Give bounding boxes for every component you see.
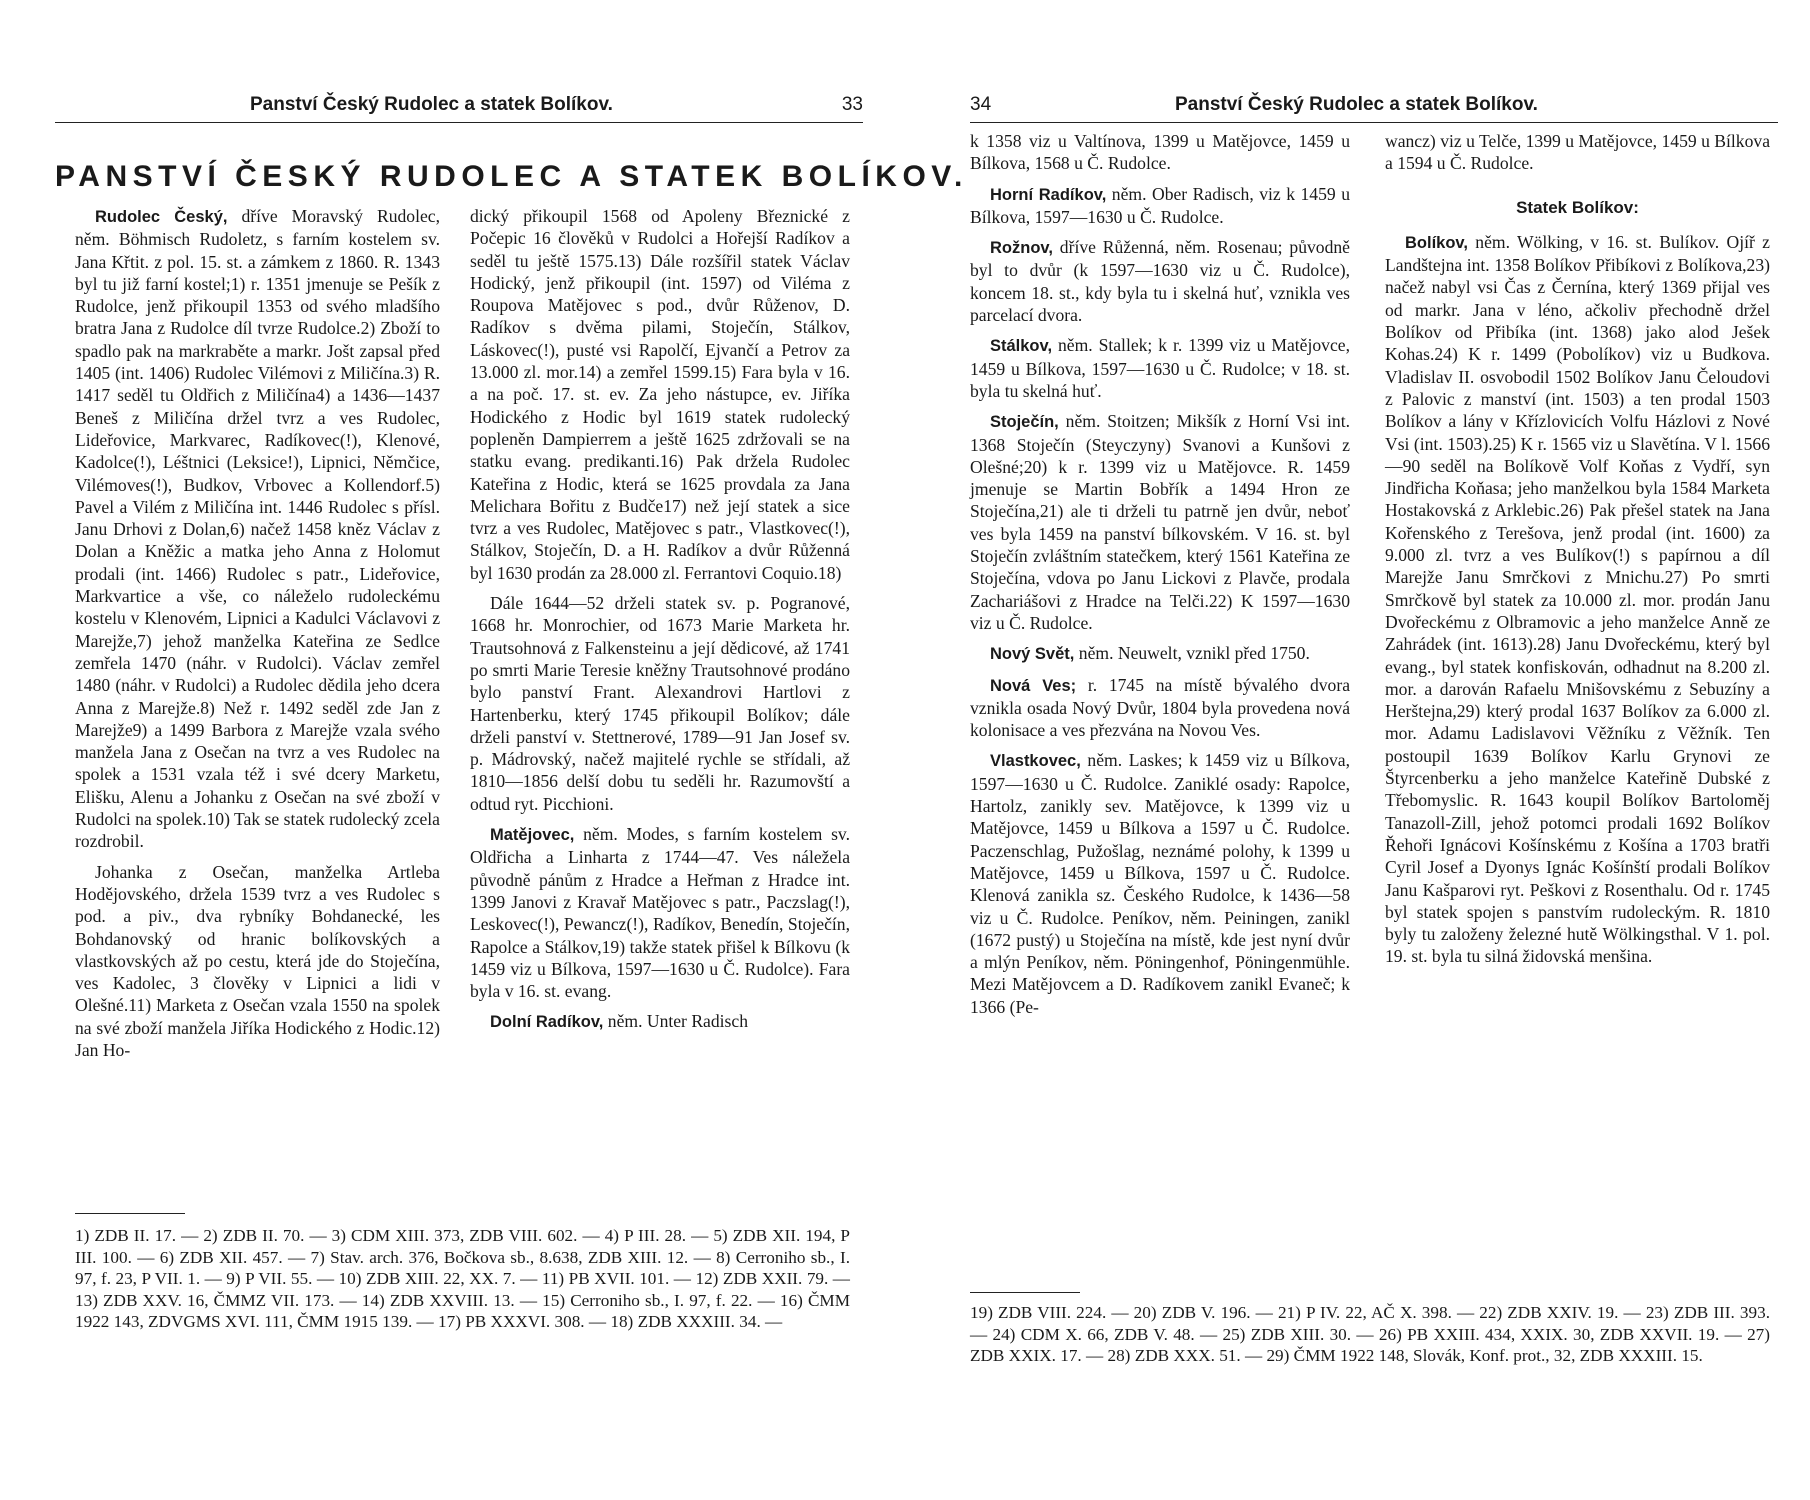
entry-text: dický přikoupil 1568 od Apoleny Březnické z Počepic 16 člověků v Rudolci a Hořejší Radíkov a seděl tu ještě 1575.13) Dále rozšířil statek Václav Hodický, jenž přikoupil (int. 1597) od Viléma z Roupova Matějovec s pod., dvůr Růženov, D. Radíkov s dvěma pilami, Stoječín, Stálkov, Láskovec(!), pusté vsi Rapolčí, Ejvančí a Petrov za 13.000 zl. mor.14) a zemřel 1599.15) Fara byla v 16. a na poč. 17. st. ev. Za jeho nástupce, ev. Jiříka Hodického z Hodic byl 1619 statek rudolecký popleněn Dampierrem a ještě 1625 zdržovali se na statku evang. predikanti.16) Pak držela Rudolec Kateřina z Hodic, která se 1625 provdala za Jana Melichara Bořitu z Budče17) než její statek a sice tvrz a ves Rudolec, Matějovec s patr., Vlastkovec(!), Stálkov, Stoječín, D. a H. Radíkov a dvůr Růženná byl 1630 prodán za 28.000 zl. Ferrantovi Coquio.18): [470, 206, 850, 583]
entry-term: Vlastkovec,: [990, 752, 1081, 771]
section-heading: Statek Bolíkov:: [1516, 197, 1639, 217]
left-column-1: [75, 205, 440, 1061]
chapter-title: PANSTVÍ ČESKÝ RUDOLEC A STATEK BOLÍKOV.: [55, 160, 968, 193]
entry-term: Nový Svět,: [990, 645, 1075, 664]
entry-text: Dále 1644—52 drželi statek sv. p. Pogranové, 1668 hr. Monrochier, od 1673 Marie Marketa hr. Trautsohnová z Falkensteinu a její dědicové, až 1741 po smrti Marie Teresie kněžny Trautsohnové prodáno bylo panství Frant. Alexandrovi Hartlovi z Hartenberku, který 1745 přikoupil Bolíkov; dále drželi panství v. Stettnerové, 1789—91 Jan Josef sv. p. Mádrovský, načež majitelé rychle se střídali, až 1810—1856 delší dobu tu seděli hr. Razumovští a odtud ryt. Picchioni.: [470, 593, 850, 814]
right-col2-paragraph: [1385, 130, 1770, 175]
entry-text: dříve Růženná, něm. Rosenau; původně byl to dvůr (k 1597—1630 viz u Č. Rudolce), koncem 18. st., kdy byla tu i skelná huť, vznikla ves parcelací dvora.: [970, 237, 1350, 326]
entry-text: něm. Laskes; k 1459 viz u Bílkova, 1597—1630 u Č. Rudolce. Zaniklé osady: Rapolce, Hartolz, zanikly sev. Matějovce, k 1399 viz u Matějovce, 1459 u Bílkova a 1597 u Č. Rudolce. Paczenschlag, Pužošlag, neznámé polohy, k 1399 u Matějovce, 1459 u Bílkova, 1597 u Č. Rudolce. Klenová zanikla sz. Českého Rudolce, k 1436—58 viz u Č. Rudolce. Peníkov, něm. Peiningen, zanikl (1672 pustý) u Stoječína na místě, kde jest nyní dvůr a mlýn Peníkov, něm. Pöningenhof, Pöningenmühle. Mezi Matějovcem a D. Radíkovem zanikl Evaneč; k 1366 (Pe-: [970, 750, 1350, 1017]
entry-text: wancz) viz u Telče, 1399 u Matějovce, 1459 u Bílkova a 1594 u Č. Rudolce.: [1385, 131, 1770, 174]
right-col1-paragraph: [970, 410, 1350, 634]
left-page-number: 33: [841, 94, 863, 115]
left-running-header: [55, 92, 863, 123]
right-page: [905, 0, 1810, 1500]
right-col1-paragraph: [970, 334, 1350, 402]
right-footnotes: [970, 1302, 1770, 1367]
entry-text: něm. Stallek; k r. 1399 viz u Matějovce, 1459 u Bílkova, 1597—1630 u Č. Rudolce; v 18. st. byla tu skelná huť.: [970, 335, 1350, 401]
entry-text: dříve Moravský Rudolec, něm. Böhmisch Rudoletz, s farním kostelem sv. Jana Křtit. z pol. 15. st. a zámkem z 1860. R. 1343 byl tu již farní kostel;1) r. 1351 jmenuje se Pešík z Rudolce, jenž přikoupil 1353 od svého mladšího bratra Jana z Rudolce díl tvrze Rudolce.2) Zboží to spadlo pak na markraběte a markr. Jošt zapsal před 1405 (int. 1406) Rudolec Vilémovi z Miličína.3) R. 1417 seděl tu Oldřich z Miličína4) a 1436—1437 Beneš z Miličína držel tvrz a ves Rudolec, Lideřovice, Markvarec, Radíkovec(!), Klenové, Kadolce(!), Léštnici (Leksice!), Lipnici, Němčice, Vilémoves(!), Budkov, Vrbovec a Kollendorf.5) Pavel a Vilém z Miličína int. 1446 Rudolec s přísl. Janu Drhovi z Dolan,6) načež 1458 kněz Václav z Dolan a Kněžic a matka jeho Anna z Holomut prodali (int. 1466) Rudolec s patr., Lideřovice, Markvartice a vše, co náleželo rudoleckému kostelu v Klenovém, Lipnici a Kadulci Václavovi z Marejže,7) jehož manželka Kateřina ze Sedlce zemřela 1470 (náhr. v Rudolci). Václav zemřel 1480 (náhr. v Rudolci) a Rudolec dědila jeho dcera Anna z Marejže.8) Než r. 1492 seděl zde Jan z Marejže9) a 1499 Barbora z Marejže vzala svého manžela Jana z Osečan na tvrz a ves Rudolec na spolek a 1531 vzala též i své dcery Marketu, Elišku, Alenu a Johanku z Osečan na své zboží v Rudolci na spolek.10) Tak se statek rudolecký zcela rozdrobil.: [75, 206, 440, 852]
left-header-title: Panství Český Rudolec a statek Bolíkov.: [250, 94, 613, 115]
entry-term: Rožnov,: [990, 239, 1053, 258]
right-footnote-rule: [970, 1292, 1080, 1293]
entry-term: Matějovec,: [490, 826, 575, 845]
left-column-2: [470, 205, 850, 1034]
left-footnotes-text: 1) ZDB II. 17. — 2) ZDB II. 70. — 3) CDM XIII. 373, ZDB VIII. 602. — 4) P III. 28. — 5) ZDB XII. 194, P III. 100. — 6) ZDB XII. 457. — 7) Stav. arch. 376, Bočkova sb., 8.638, ZDB XIII. 12. — 8) Cerroniho sb., I. 97, f. 23, P VII. 1. — 9) P VII. 55. — 10) ZDB XIII. 22, XX. 7. — 11) PB XVII. 101. — 12) ZDB XXII. 79. — 13) ZDB XXV. 16, ČMMZ VII. 173. — 14) ZDB XXVIII. 13. — 15) Cerroniho sb., I. 97, f. 22. — 16) ČMM 1922 143, ZDVGMS XVI. 111, ČMM 1915 139. — 17) PB XXXVI. 308. — 18) ZDB XXXIII. 34. —: [75, 1226, 850, 1331]
left-col2-paragraph: [470, 205, 850, 584]
right-column-1: [970, 130, 1350, 1018]
left-footnotes: [75, 1225, 850, 1333]
right-col1-paragraph: [970, 183, 1350, 229]
entry-term: Stoječín,: [990, 413, 1059, 432]
right-header-title: Panství Český Rudolec a statek Bolíkov.: [1175, 94, 1538, 115]
entry-term: Rudolec Český,: [95, 208, 228, 226]
right-col1-paragraph: [970, 674, 1350, 742]
entry-text: něm. Unter Radisch: [603, 1011, 748, 1032]
left-col1-paragraph: [75, 205, 440, 853]
entry-term: Nová Ves;: [990, 676, 1077, 695]
right-col1-paragraph: [970, 130, 1350, 175]
entry-text: něm. Modes, s farním kostelem sv. Oldřicha a Linharta z 1744—47. Ves náležela původně pánům z Hradce a Heřman z Hradce int. 1399 Janovi z Kravař Matějovec s patr., Paczslag(!), Leskovec(!), Pewancz(!), Radíkov, Benedín, Stoječín, Rapolce a Stálkov,19) takže statek přišel k Bílkovu (k 1459 viz u Bílkova, 1597—1630 u Č. Rudolce). Fara byla v 16. st. evang.: [470, 824, 850, 1002]
right-page-number: 34: [970, 94, 992, 115]
entry-text: Johanka z Osečan, manželka Artleba Hodějovského, držela 1539 tvrz a ves Rudolec s pod. a piv., dva rybníky Bohdanecké, les Bohdanovský od hranic bolíkovských a vlastkovských až po cestu, která jde do Stoječína, ves Kadolec, 3 člověky v Lipnici a lidi v Olešné.11) Marketa z Osečan vzala 1550 na spolek na své zboží manžela Jiříka Hodického z Hodic.12) Jan Ho-: [75, 861, 440, 1060]
right-col1-paragraph: [970, 642, 1350, 665]
entry-text: něm. Stoitzen; Mikšík z Horní Vsi int. 1368 Stoječín (Steyczyny) Svanovi a Kunšovi z Olešné;20) k r. 1399 viz u Matějovce. R. 1459 jmenuje se Martin Bobřík a 1494 Hron ze Stoječína,21) ale ti drželi tu patrně jen dvůr, neboť ves byla 1459 na panství bílkovském. V 16. st. byl Stoječín zvláštním statečkem, který 1561 Kateřina ze Stoječína, vdova po Janu Lickovi z Plavče, prodala Zachariášovi z Hradce na Telči.22) K 1597—1630 viz u Č. Rudolce.: [970, 411, 1350, 633]
entry-term: Dolní Radíkov,: [490, 1013, 604, 1032]
entry-text: něm. Neuwelt, vznikl před 1750.: [1074, 643, 1310, 664]
entry-text: k 1358 viz u Valtínova, 1399 u Matějovce, 1459 u Bílkova, 1568 u Č. Rudolce.: [970, 131, 1350, 174]
right-column-2: [1385, 130, 1770, 968]
entry-term: Stálkov,: [990, 337, 1053, 356]
entry-text: něm. Wölking, v 16. st. Bulíkov. Ojíř z Landštejna int. 1358 Bolíkov Přibíkovi z Bolíkova,23) načež nabyl vsi Čas z Černína, který 1369 přijal ves od markr. Jana v léno, ačkoliv přechodně držel Bolíkov od Přibíka (int. 1368) jako alod Ješek Kohas.24) K r. 1499 (Pobolíkov) viz u Budkova. Vladislav II. osvobodil 1502 Bolíkov Janu Čeloudovi z Palovic z manství (int. 1503) a ten prodal 1503 Bolíkov a lány v Křízlovicích Volfu Házlovi z Nové Vsi (int. 1503).25) K r. 1565 viz u Slavětína. V l. 1566—90 seděl na Bolíkově Volf Koňas z Vydří, syn Jindřicha Koňasa; jeho manželkou byla 1584 Marketa Hostakovská z Arklebic.26) Pak přešel statek na Jana Kořenského z Terešova, jenž prodal (int. 1600) za 9.000 zl. tvrz a ves Bulíkov(!) s papírnou a díl Marejže Janu Smrčkovi z Mnichu.27) Po smrti Smrčkově byl statek za 10.000 zl. mor. prodán Janu Dvořeckému z Olbramovic a jeho manželce Anně ze Zahrádek (int. 1613).28) Janu Dvořeckému, který byl evang., byl statek konfiskován, odhadnut na 8.200 zl. mor. a darován Rafaelu Mnišovskému z Sebuzíny a Herštejna,29) který prodal 1637 Bolíkov za 6.000 zl. mor. Adamu Ladislavovi Věžníku z Věžník. Ten postoupil 1639 Bolíkov Karlu Grynovi ze Štyrcenberku a jeho manželce Kateřině Dubské z Třebomyslic. R. 1643 koupil Bolíkov Bartoloměj Tanazoll-Zill, jehož potomci prodali 1692 Bolíkov Řehoři Ignácovi Košínskému z Košína a 1703 bratři Cyril Josef a Dyonys Ignác Košínští prodali Bolíkov Janu Kašparovi ryt. Peškovi z Rosenthalu. Od r. 1745 byl statek spojen s panstvím rudoleckým. R. 1810 byly tu založeny železné hutě Wölkingsthal. V 1. pol. 19. st. byla tu silná židovská menšina.: [1385, 231, 1770, 967]
left-col2-paragraph: [470, 592, 850, 815]
right-col2-paragraph: [1385, 231, 1770, 968]
left-footnote-rule: [75, 1213, 185, 1214]
left-col2-paragraph: [470, 1010, 850, 1033]
right-col1-paragraph: [970, 749, 1350, 1018]
entry-term: Horní Radíkov,: [990, 185, 1107, 204]
right-running-header: [970, 92, 1778, 123]
entry-text: něm. Ober Radisch, viz k 1459 u Bílkova, 1597—1630 u Č. Rudolce.: [970, 183, 1350, 227]
left-col2-paragraph: [470, 823, 850, 1002]
left-col1-paragraph: [75, 861, 440, 1062]
entry-text: r. 1745 na místě bývalého dvora vznikla osada Nový Dvůr, 1804 byla provedena nová kolonisace a ves přezvána na Novou Ves.: [970, 674, 1351, 741]
right-footnotes-text: 19) ZDB VIII. 224. — 20) ZDB V. 196. — 21) P IV. 22, AČ X. 398. — 22) ZDB XXIV. 19. — 23) ZDB III. 393. — 24) CDM X. 66, ZDB V. 48. — 25) ZDB XIII. 30. — 26) PB XXIII. 434, XXIX. 30, ZDB XXVII. 19. — 27) ZDB XXIX. 17. — 28) ZDB XXX. 51. — 29) ČMM 1922 148, Slovák, Konf. prot., 32, ZDB XXXIII. 15.: [970, 1303, 1770, 1365]
right-col1-paragraph: [970, 236, 1350, 326]
entry-term: Bolíkov,: [1405, 233, 1468, 252]
